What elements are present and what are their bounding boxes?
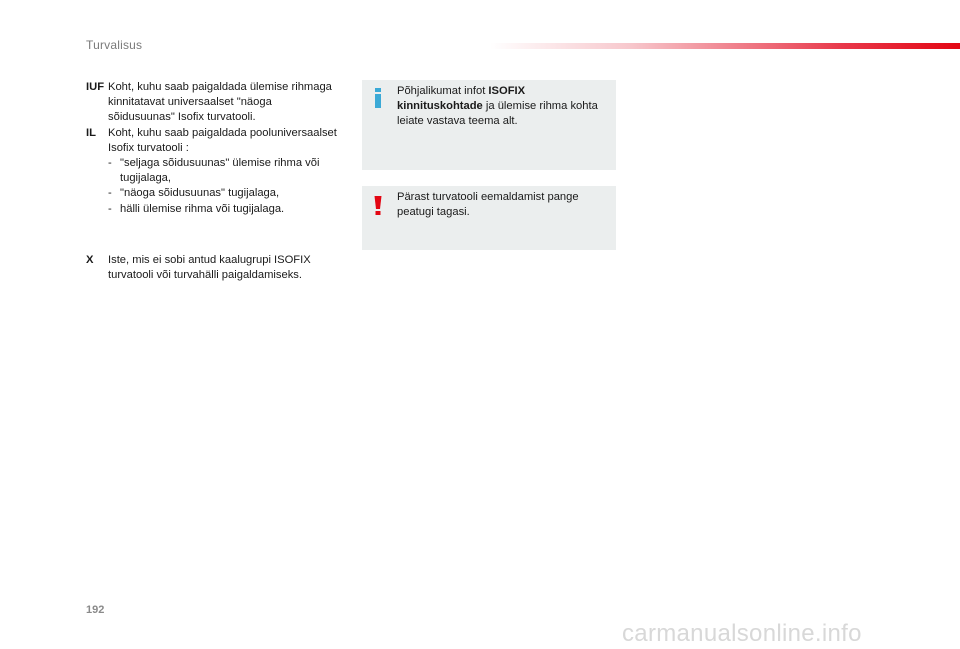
definition-iuf bbox=[86, 80, 341, 126]
watermark: carmanualsonline.info bbox=[622, 620, 862, 647]
list-item: - "näoga sõidusuunas" tugijalaga, bbox=[108, 186, 341, 201]
list-item: - "seljaga sõidusuunas" ülemise rihma või tugijalaga, bbox=[108, 156, 341, 186]
definition-code: IL bbox=[86, 126, 96, 139]
info-text-bold: ISOFIX kinnituskohtade bbox=[397, 85, 526, 113]
info-text-prefix: Põhjalikumat infot bbox=[397, 85, 489, 97]
page-number: 192 bbox=[86, 604, 105, 616]
info-note bbox=[362, 80, 616, 170]
definition-code: X bbox=[86, 253, 94, 266]
definition-il bbox=[86, 126, 341, 217]
definition-text: Koht, kuhu saab paigaldada ülemise rihmaga kinnitatavat universaalset "näoga sõidusuunas" Isofix turvatooli. bbox=[108, 81, 332, 124]
header-accent-bar bbox=[490, 43, 960, 49]
list-item: - hälli ülemise rihma või tugijalaga. bbox=[108, 202, 341, 217]
definition-list bbox=[86, 80, 341, 283]
warning-note-text: Pärast turvatooli eemaldamist pange peatugi tagasi. bbox=[397, 191, 579, 219]
info-icon bbox=[370, 86, 386, 115]
definition-code: IUF bbox=[86, 81, 105, 93]
warning-note bbox=[362, 186, 616, 250]
definition-x bbox=[86, 253, 341, 283]
info-text-suffix: ja ülemise rihma kohta leiate vastava teema alt. bbox=[397, 100, 598, 128]
info-note-text bbox=[397, 84, 602, 130]
definition-text: Iste, mis ei sobi antud kaalugrupi ISOFIX turvatooli või turvahälli paigaldamiseks. bbox=[108, 253, 311, 282]
exclamation-icon bbox=[370, 192, 386, 223]
definition-text: Koht, kuhu saab paigaldada pooluniversaalset Isofix turvatooli : bbox=[108, 126, 337, 154]
definition-sublist bbox=[108, 156, 341, 217]
section-title: Turvalisus bbox=[86, 38, 143, 52]
